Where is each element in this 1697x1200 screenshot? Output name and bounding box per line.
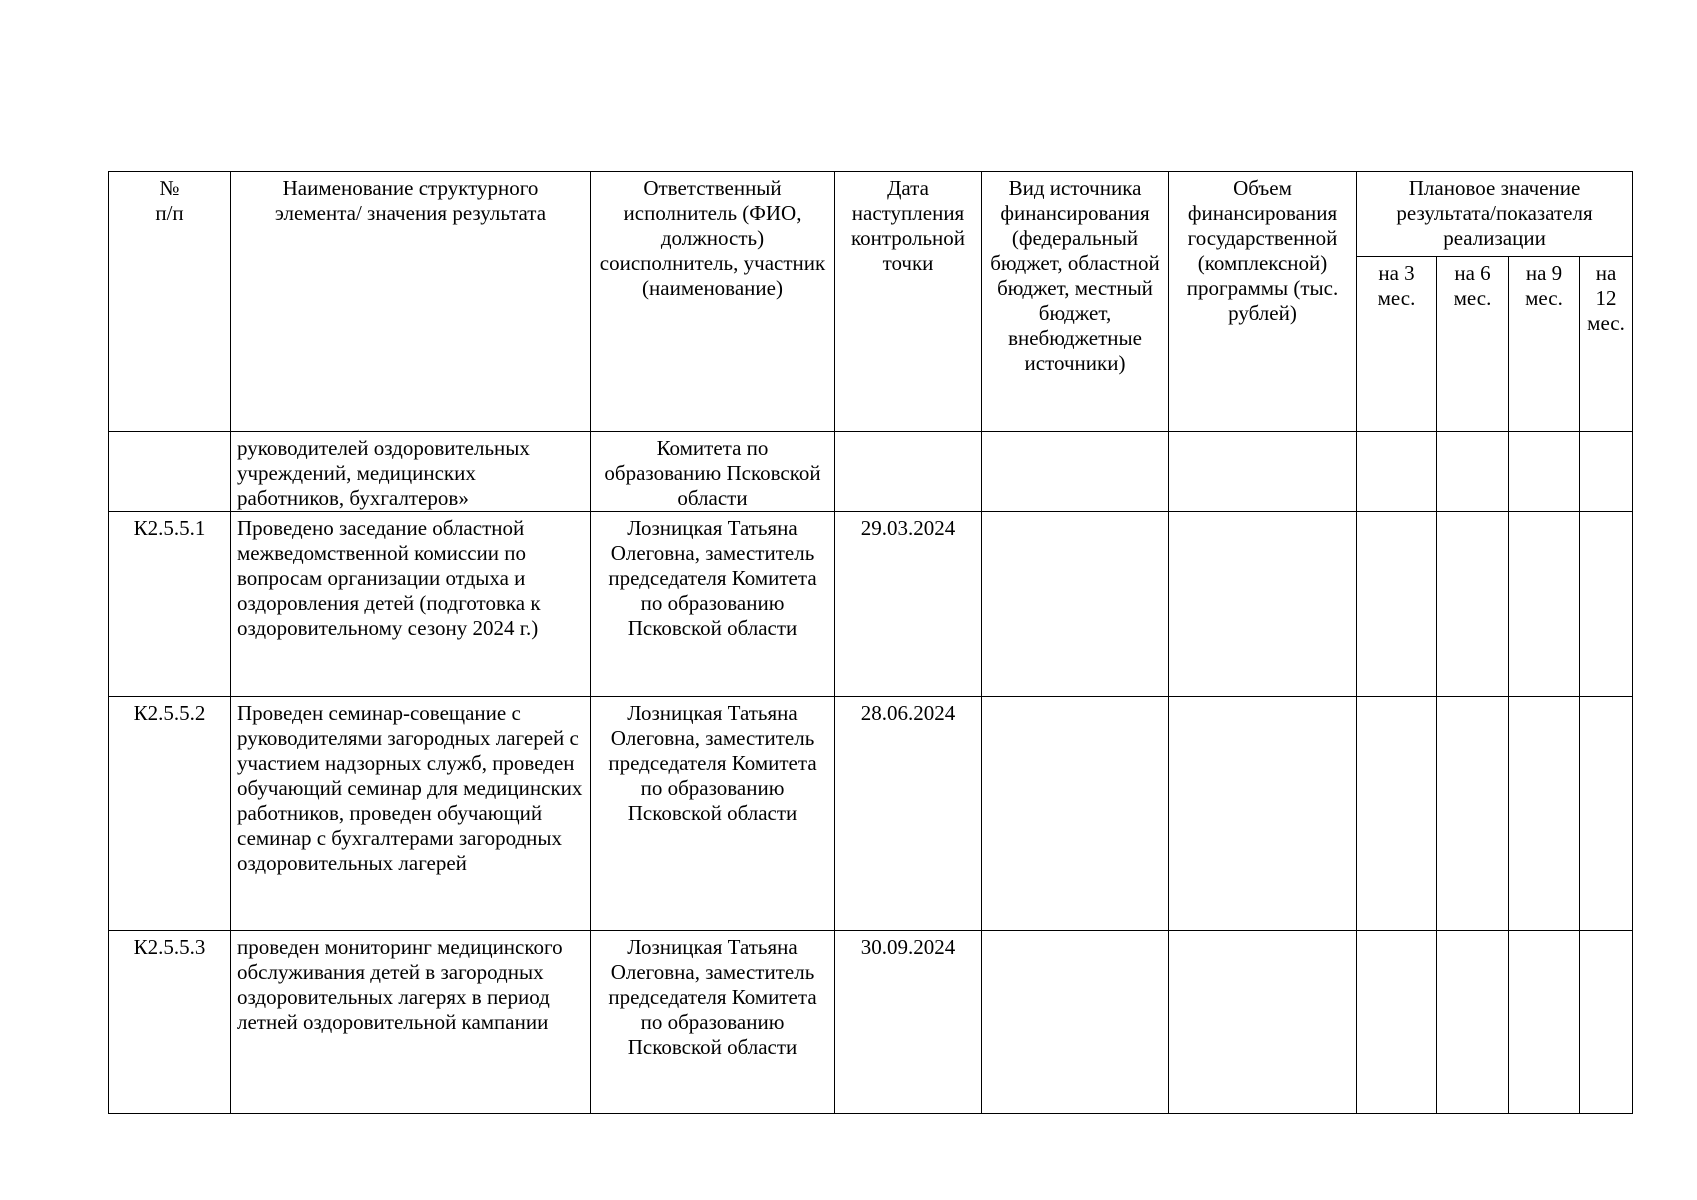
row-source <box>982 432 1169 512</box>
row-date: 29.03.2024 <box>835 512 982 697</box>
header-source: Вид источника финансирования (федеральный бюджет, областной бюджет, местный бюджет, внебюджетные источники) <box>982 172 1169 432</box>
row-m3 <box>1357 432 1437 512</box>
table-row <box>109 931 1633 1114</box>
row-source <box>982 931 1169 1114</box>
row-m9 <box>1509 697 1580 931</box>
row-responsible: Комитета по образованию Псковской области <box>591 432 835 512</box>
row-responsible: Лозницкая Татьяна Олеговна, заместитель председателя Комитета по образованию Псковской области <box>591 512 835 697</box>
row-volume <box>1169 512 1357 697</box>
row-num: К2.5.5.1 <box>109 512 231 697</box>
table-row <box>109 432 1633 512</box>
header-responsible: Ответственный исполнитель (ФИО, должность) соисполнитель, участник (наименование) <box>591 172 835 432</box>
row-m6 <box>1437 931 1509 1114</box>
row-responsible: Лозницкая Татьяна Олеговна, заместитель председателя Комитета по образованию Псковской области <box>591 697 835 931</box>
row-m12 <box>1580 697 1633 931</box>
row-m3 <box>1357 931 1437 1114</box>
row-name: руководителей оздоровительных учреждений, медицинских работников, бухгалтеров» <box>231 432 591 512</box>
table-row <box>109 512 1633 697</box>
header-volume: Объем финансирования государственной (комплексной) программы (тыс. рублей) <box>1169 172 1357 432</box>
header-plan: Плановое значение результата/показателя реализации <box>1357 172 1633 257</box>
header-date: Дата наступления контрольной точки <box>835 172 982 432</box>
row-date: 30.09.2024 <box>835 931 982 1114</box>
row-responsible: Лозницкая Татьяна Олеговна, заместитель председателя Комитета по образованию Псковской области <box>591 931 835 1114</box>
header-num-label: п/п <box>155 201 184 225</box>
row-source <box>982 697 1169 931</box>
row-name: проведен мониторинг медицинского обслуживания детей в загородных оздоровительных лагерях в период летней оздоровительной кампании <box>231 931 591 1114</box>
row-m9 <box>1509 512 1580 697</box>
plan-table <box>108 171 1633 1114</box>
header-num-symbol: № <box>159 176 180 200</box>
header-name: Наименование структурного элемента/ значения результата <box>231 172 591 432</box>
row-volume <box>1169 931 1357 1114</box>
row-m6 <box>1437 697 1509 931</box>
row-m6 <box>1437 432 1509 512</box>
row-num: К2.5.5.3 <box>109 931 231 1114</box>
table-row <box>109 697 1633 931</box>
header-row <box>109 172 1633 257</box>
row-date: 28.06.2024 <box>835 697 982 931</box>
row-volume <box>1169 432 1357 512</box>
row-date <box>835 432 982 512</box>
header-m6: на 6 мес. <box>1437 257 1509 432</box>
row-m3 <box>1357 512 1437 697</box>
header-m9: на 9 мес. <box>1509 257 1580 432</box>
row-m9 <box>1509 432 1580 512</box>
row-m12 <box>1580 432 1633 512</box>
row-m9 <box>1509 931 1580 1114</box>
row-source <box>982 512 1169 697</box>
row-m6 <box>1437 512 1509 697</box>
header-m12: на 12 мес. <box>1580 257 1633 432</box>
header-m3: на 3 мес. <box>1357 257 1437 432</box>
header-num <box>109 172 231 432</box>
row-num <box>109 432 231 512</box>
row-m3 <box>1357 697 1437 931</box>
row-num: К2.5.5.2 <box>109 697 231 931</box>
row-name: Проведен семинар-совещание с руководителями загородных лагерей с участием надзорных служб, проведен обучающий семинар для медицинских работников, проведен обучающий семинар с бухгалтерами загородных оздоровительных лагерей <box>231 697 591 931</box>
row-volume <box>1169 697 1357 931</box>
row-m12 <box>1580 931 1633 1114</box>
row-m12 <box>1580 512 1633 697</box>
row-name: Проведено заседание областной межведомственной комиссии по вопросам организации отдыха и оздоровления детей (подготовка к оздоровительному сезону 2024 г.) <box>231 512 591 697</box>
